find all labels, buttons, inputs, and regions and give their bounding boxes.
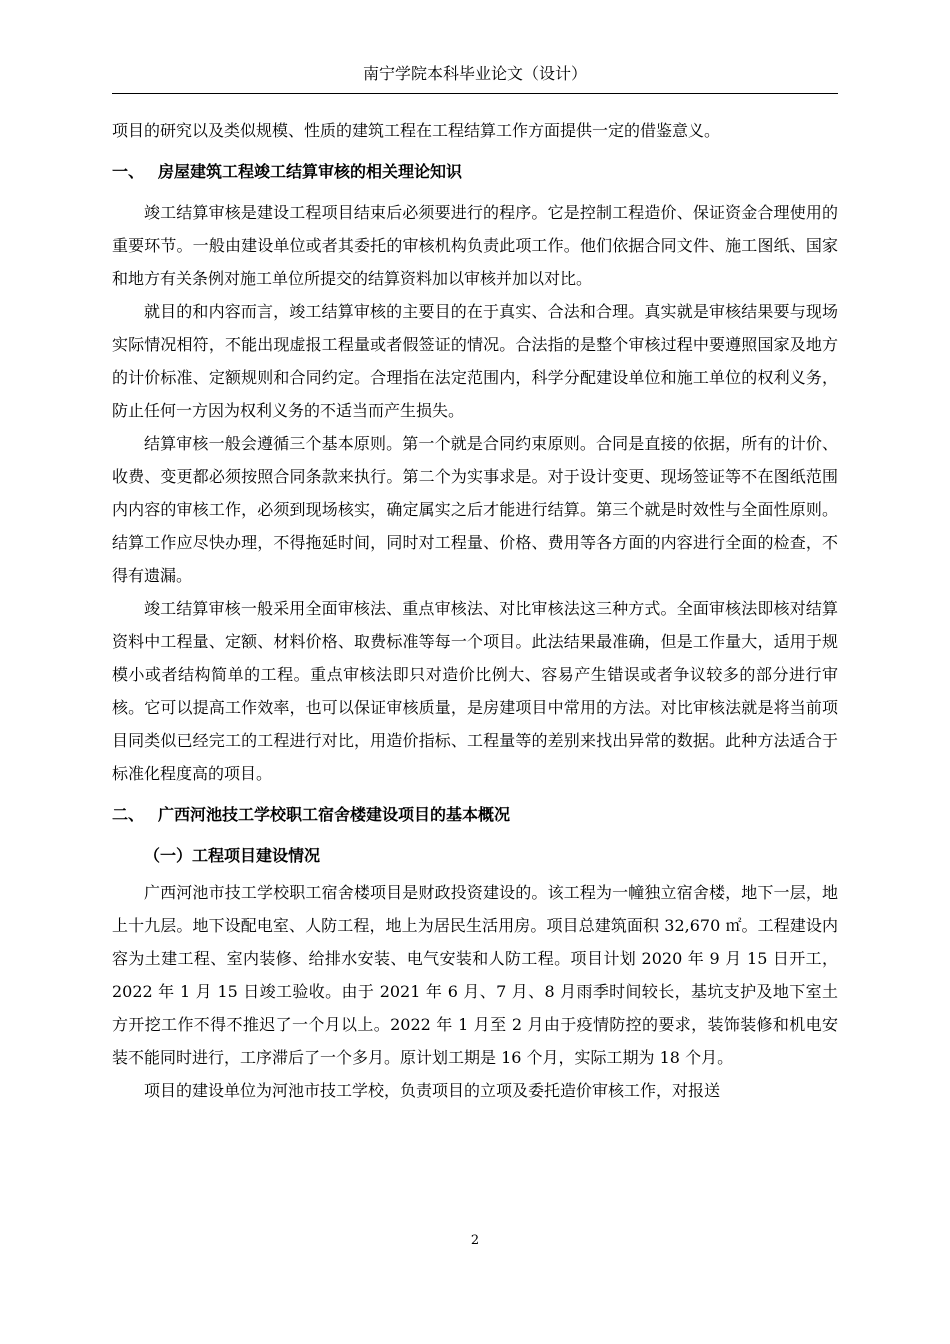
intro-paragraph-tail: 项目的研究以及类似规模、性质的建筑工程在工程结算工作方面提供一定的借鉴意义。 [112, 121, 721, 140]
header-divider [112, 93, 838, 94]
section-1-title: 房屋建筑工程竣工结算审核的相关理论知识 [158, 162, 463, 181]
section-1-paragraph: 竣工结算审核是建设工程项目结束后必须要进行的程序。它是控制工程造价、保证资金合理使用的重要环节。一般由建设单位或者其委托的审核机构负责此项工作。他们依据合同文件、施工图纸、国家和地方有关条例对施工单位所提交的结算资料加以审核并加以对比。 [112, 203, 838, 288]
subsection-2-1-paragraph: 项目的建设单位为河池市技工学校，负责项目的立项及委托造价审核工作，对报送 [144, 1081, 721, 1100]
section-2-heading [112, 798, 838, 831]
subsection-2-1-paragraph: 广西河池市技工学校职工宿舍楼项目是财政投资建设的。该工程为一幢独立宿舍楼，地下一层，地上十九层。地下设配电室、人防工程，地上为居民生活用房。项目总建筑面积 32,670 ㎡。工程建设内容为土建工程、室内装修、给排水安装、电气安装和人防工程。项目计划 2020 年 9 月 15 日开工，2022 年 1 月 15 日竣工验收。由于 2021 年 6 月、7 月、8 月雨季时间较长，基坑支护及地下室土方开挖工作不得不推迟了一个月以上。2022 年 1 月至 2 月由于疫情防控的要求，装饰装修和机电安装不能同时进行，工序滞后了一个多月。原计划工期是 16 个月，实际工期为 18 个月。 [112, 883, 838, 1067]
section-2-title: 广西河池技工学校职工宿舍楼建设项目的基本概况 [158, 805, 511, 824]
section-1-heading [112, 155, 838, 188]
document-body [112, 114, 838, 1107]
subsection-2-1-heading: （一）工程项目建设情况 [144, 846, 321, 865]
page-number: 2 [470, 1233, 480, 1248]
section-1-paragraph: 就目的和内容而言，竣工结算审核的主要目的在于真实、合法和合理。真实就是审核结果要与现场实际情况相符，不能出现虚报工程量或者假签证的情况。合法指的是整个审核过程中要遵照国家及地方的计价标准、定额规则和合同约定。合理指在法定范围内，科学分配建设单位和施工单位的权利义务，防止任何一方因为权利义务的不适当而产生损失。 [112, 302, 838, 420]
section-1-paragraph: 竣工结算审核一般采用全面审核法、重点审核法、对比审核法这三种方式。全面审核法即核对结算资料中工程量、定额、材料价格、取费标准等每一个项目。此法结果最准确，但是工作量大，适用于规模小或者结构简单的工程。重点审核法即只对造价比例大、容易产生错误或者争议较多的部分进行审核。它可以提高工作效率，也可以保证审核质量，是房建项目中常用的方法。对比审核法就是将当前项目同类似已经完工的工程进行对比，用造价指标、工程量等的差别来找出异常的数据。此种方法适合于标准化程度高的项目。 [112, 599, 838, 783]
page-header-title: 南宁学院本科毕业论文（设计） [362, 64, 587, 83]
section-2-number: 二、 [112, 805, 145, 824]
section-1-paragraph: 结算审核一般会遵循三个基本原则。第一个就是合同约束原则。合同是直接的依据，所有的计价、收费、变更都必须按照合同条款来执行。第二个为实事求是。对于设计变更、现场签证等不在图纸范围内内容的审核工作，必须到现场核实，确定属实之后才能进行结算。第三个就是时效性与全面性原则。结算工作应尽快办理，不得拖延时间，同时对工程量、价格、费用等各方面的内容进行全面的检查，不得有遗漏。 [112, 434, 838, 585]
section-1-number: 一、 [112, 162, 145, 181]
